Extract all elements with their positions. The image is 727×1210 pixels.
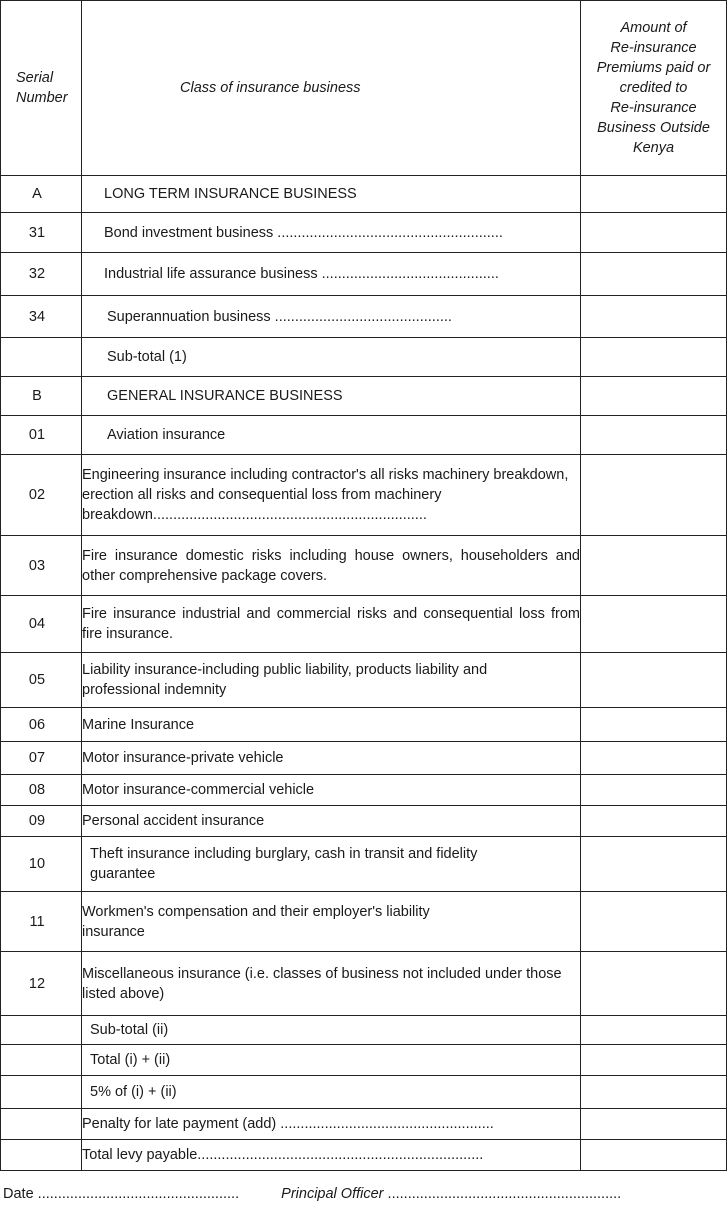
amount-cell[interactable] bbox=[581, 806, 727, 837]
serial-cell bbox=[1, 952, 82, 1016]
table-row bbox=[1, 1016, 727, 1045]
amount-cell[interactable] bbox=[581, 536, 727, 596]
table-row bbox=[1, 176, 727, 213]
amount-cell[interactable] bbox=[581, 176, 727, 213]
serial-header bbox=[1, 1, 82, 176]
class-cell: Total (i) + (ii) bbox=[82, 1045, 581, 1076]
class-cell: Bond investment business ........................................................ bbox=[82, 213, 581, 253]
amount-header bbox=[581, 1, 727, 176]
amount-cell[interactable] bbox=[581, 1109, 727, 1140]
class-cell: Liability insurance-including public liability, products liability and professional indemnity bbox=[82, 653, 581, 708]
serial-cell bbox=[1, 296, 82, 338]
serial-cell bbox=[1, 416, 82, 455]
amount-cell[interactable] bbox=[581, 416, 727, 455]
amount-header-line: Business Outside bbox=[597, 120, 710, 136]
amount-cell[interactable] bbox=[581, 1140, 727, 1171]
class-cell: Sub-total (1) bbox=[82, 338, 581, 377]
class-cell: 5% of (i) + (ii) bbox=[82, 1076, 581, 1109]
table-row bbox=[1, 1076, 727, 1109]
serial-cell bbox=[1, 213, 82, 253]
serial-text: 11 bbox=[29, 913, 45, 930]
table-row bbox=[1, 837, 727, 892]
principal-officer-field[interactable]: .......................................................... bbox=[387, 1186, 622, 1202]
serial-cell bbox=[1, 338, 82, 377]
serial-text: 12 bbox=[28, 975, 46, 992]
serial-text: 01 bbox=[28, 427, 46, 443]
class-cell: GENERAL INSURANCE BUSINESS bbox=[82, 377, 581, 416]
amount-cell[interactable] bbox=[581, 1076, 727, 1109]
table-row bbox=[1, 296, 727, 338]
serial-cell bbox=[1, 1109, 82, 1140]
amount-cell[interactable] bbox=[581, 596, 727, 653]
amount-header-line: credited to bbox=[619, 80, 688, 96]
class-cell: Total levy payable....................................................................... bbox=[82, 1140, 581, 1171]
table-row bbox=[1, 775, 727, 806]
serial-text: 03 bbox=[28, 557, 46, 574]
amount-header-line: Amount of bbox=[620, 20, 687, 36]
serial-text: 32 bbox=[28, 266, 46, 282]
amount-cell[interactable] bbox=[581, 742, 727, 775]
amount-cell[interactable] bbox=[581, 653, 727, 708]
class-cell: Theft insurance including burglary, cash in transit and fidelity guarantee bbox=[82, 837, 581, 892]
amount-cell[interactable] bbox=[581, 455, 727, 536]
amount-cell[interactable] bbox=[581, 338, 727, 377]
serial-cell bbox=[1, 892, 82, 952]
class-cell: Penalty for late payment (add) ..................................................... bbox=[82, 1109, 581, 1140]
amount-cell[interactable] bbox=[581, 296, 727, 338]
amount-cell[interactable] bbox=[581, 213, 727, 253]
class-cell: Miscellaneous insurance (i.e. classes of business not included under those listed above) bbox=[82, 952, 581, 1016]
header-row bbox=[1, 1, 727, 176]
amount-header-line: Re-insurance bbox=[610, 100, 697, 116]
class-cell: Motor insurance-private vehicle bbox=[82, 742, 581, 775]
serial-cell bbox=[1, 455, 82, 536]
table-row bbox=[1, 596, 727, 653]
serial-cell bbox=[1, 653, 82, 708]
table-row bbox=[1, 253, 727, 296]
table-row bbox=[1, 708, 727, 742]
serial-text: B bbox=[32, 388, 42, 404]
serial-cell bbox=[1, 1045, 82, 1076]
amount-cell[interactable] bbox=[581, 952, 727, 1016]
date-field[interactable]: .................................................. bbox=[37, 1186, 240, 1202]
class-cell: LONG TERM INSURANCE BUSINESS bbox=[82, 176, 581, 213]
class-cell: Motor insurance-commercial vehicle bbox=[82, 775, 581, 806]
amount-cell[interactable] bbox=[581, 1016, 727, 1045]
class-cell: Industrial life assurance business ............................................ bbox=[82, 253, 581, 296]
class-cell: Fire insurance domestic risks including house owners, householders and other comprehensive package covers. bbox=[82, 536, 581, 596]
serial-text: 10 bbox=[28, 856, 46, 872]
table-row bbox=[1, 653, 727, 708]
serial-text: 34 bbox=[28, 308, 46, 325]
serial-text: 02 bbox=[28, 487, 46, 503]
signature-footer bbox=[3, 1186, 723, 1202]
serial-cell bbox=[1, 1016, 82, 1045]
serial-text: 06 bbox=[28, 716, 46, 733]
serial-cell bbox=[1, 253, 82, 296]
class-cell: Fire insurance industrial and commercial risks and consequential loss from fire insurance. bbox=[82, 596, 581, 653]
table-row bbox=[1, 806, 727, 837]
serial-text: 05 bbox=[28, 672, 46, 688]
serial-text: 07 bbox=[28, 750, 46, 766]
class-cell: Personal accident insurance bbox=[82, 806, 581, 837]
table-row bbox=[1, 1140, 727, 1171]
table-row bbox=[1, 1045, 727, 1076]
class-cell: Aviation insurance bbox=[82, 416, 581, 455]
class-header: Class of insurance business bbox=[82, 1, 581, 176]
serial-cell bbox=[1, 1076, 82, 1109]
serial-header-line: Serial bbox=[16, 70, 54, 86]
serial-cell bbox=[1, 806, 82, 837]
class-cell: Engineering insurance including contractor's all risks machinery breakdown, erection all risks and consequential loss from machinery breakdown.................................................................... bbox=[82, 455, 581, 536]
class-cell: Marine Insurance bbox=[82, 708, 581, 742]
table-row bbox=[1, 742, 727, 775]
amount-cell[interactable] bbox=[581, 708, 727, 742]
amount-cell[interactable] bbox=[581, 837, 727, 892]
table-row bbox=[1, 377, 727, 416]
table-row bbox=[1, 892, 727, 952]
amount-cell[interactable] bbox=[581, 377, 727, 416]
amount-header-line: Kenya bbox=[632, 140, 675, 156]
principal-officer-label: Principal Officer bbox=[281, 1186, 384, 1202]
table-row bbox=[1, 213, 727, 253]
table-row bbox=[1, 455, 727, 536]
amount-header-line: Premiums paid or bbox=[596, 60, 711, 76]
table-row bbox=[1, 1109, 727, 1140]
amount-header-line: Re-insurance bbox=[610, 40, 697, 56]
date-label: Date bbox=[3, 1186, 34, 1202]
serial-text: 09 bbox=[28, 813, 46, 829]
class-cell: Superannuation business ............................................ bbox=[82, 296, 581, 338]
table-row bbox=[1, 338, 727, 377]
amount-cell[interactable] bbox=[581, 253, 727, 296]
amount-cell[interactable] bbox=[581, 1045, 727, 1076]
table-row bbox=[1, 952, 727, 1016]
class-cell: Sub-total (ii) bbox=[82, 1016, 581, 1045]
serial-cell bbox=[1, 742, 82, 775]
serial-text: A bbox=[32, 186, 42, 202]
serial-text: 08 bbox=[28, 782, 46, 798]
serial-header-line: Number bbox=[16, 90, 68, 106]
serial-cell bbox=[1, 837, 82, 892]
amount-cell[interactable] bbox=[581, 775, 727, 806]
class-cell: Workmen's compensation and their employer's liability insurance bbox=[82, 892, 581, 952]
serial-cell bbox=[1, 377, 82, 416]
serial-cell bbox=[1, 536, 82, 596]
serial-cell bbox=[1, 708, 82, 742]
serial-cell bbox=[1, 775, 82, 806]
serial-text: 04 bbox=[28, 616, 46, 632]
amount-cell[interactable] bbox=[581, 892, 727, 952]
serial-cell bbox=[1, 596, 82, 653]
table-row bbox=[1, 416, 727, 455]
table-row bbox=[1, 536, 727, 596]
serial-cell bbox=[1, 1140, 82, 1171]
serial-cell bbox=[1, 176, 82, 213]
serial-text: 31 bbox=[28, 224, 46, 241]
